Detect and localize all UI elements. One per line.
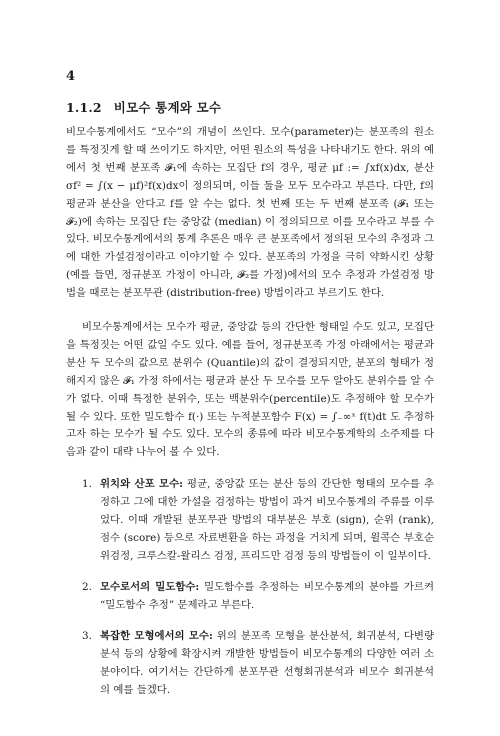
numbered-list — [82, 0, 434, 736]
paragraph-1: 비모수통계에서도 “모수”의 개념이 쓰인다. 모수(parameter)는 분포족의 원소를 특정짓게 할 때 쓰이기도 하지만, 어떤 원소의 특성을 나타내기도 한다. 위의 예에서 첫 번째 분포족 𝓕₁에 속하는 모집단 f의 경우, 평균 μf := ∫xf(x)dx, 분산 σf² = ∫(x − μf)²f(x)dx이 정의되며, 이들 둘을 모두 모수라고 부른다. 다만, f의 평균과 분산을 안다고 f를 알 수는 없다. 첫 번째 또는 두 번째 분포족 (𝓕₁ 또는 𝓕₂)에 속하는 모집단 f는 중앙값 (median) 이 정의되므로 이를 모수라고 부를 수 있다. 비모수통계에서의 통계 추론은 매우 큰 분포족에서 정의된 모수의 추정과 그에 대한 가설검정이라고 이야기할 수 있다. 분포족의 가정을 극히 약화시킨 상황 (예를 들면, 정규분포 가정이 아니라, 𝓕₂를 가정)에서의 모수 추정과 가설검정 방법을 때로는 분포무관 (distribution-free) 방법이라고 부르기도 한다. — [66, 126, 434, 300]
section-number: 1.1.2 — [66, 100, 102, 115]
list-item-marker: 1. — [82, 478, 92, 490]
list-item — [82, 476, 434, 566]
list-item-text: 밀도함수를 추정하는 비모수통계의 분야를 가르켜 “밀도함수 추정” 문제라고 부른다. — [100, 581, 434, 611]
list-item-term: 위치와 산포 모수: — [100, 478, 183, 490]
list-item-term: 복잡한 모형에서의 모수: — [100, 630, 213, 642]
list-item-text: 평균, 중앙값 또는 분산 등의 간단한 형태의 모수를 추정하고 그에 대한 가설을 검정하는 방법이 과거 비모수통계의 주류를 이루었다. 이때 개발된 분포무관 방법의 대부분은 부호 (sign), 순위 (rank), 점수 (score) 등으로 자료변환을 하는 과정을 거치게 되며, 윌콕슨 부호순위검정, 크루스칼-왈리스 검정, 프리드만 검정 등의 방법들이 이 일부이다. — [100, 478, 434, 562]
list-item — [82, 579, 434, 615]
list-item-term: 모수로서의 밀도함수: — [100, 581, 200, 593]
list-item-marker: 3. — [82, 630, 92, 642]
page-number: 4 — [66, 69, 76, 84]
list-item-text: 위의 분포족 모형을 분산분석, 회귀분석, 다변량분석 등의 상황에 확장시켜 개발한 방법들이 비모수통계의 다양한 여러 소분야이다. 여기서는 간단하게 분포무관 선형회귀분석과 비모수 회귀분석의 예를 들겠다. — [100, 630, 434, 696]
section-title: 비모수 통계와 모수 — [113, 100, 222, 115]
paragraph-2-text: 비모수통계에서는 모수가 평균, 중앙값 등의 간단한 형태일 수도 있고, 모집단을 특정짓는 어떤 값일 수도 있다. 예를 들어, 정규분포족 가정 아래에서는 평균과 분산 두 모수의 값으로 분위수 (Quantile)의 값이 결정되지만, 분포의 형태가 정해지지 않은 𝓕₁ 가정 하에서는 평균과 분산 두 모수를 모두 알아도 분위수를 알 수가 없다. 이때 특정한 분위수, 또는 백분위수(percentile)도 추정해야 할 모수가 될 수 있다. 또한 밀도함수 f(·) 또는 누적분포함수 F(x) = ∫₋∞ˣ f(t)dt 도 추정하고자 하는 모수가 될 수도 있다. 모수의 종류에 따라 비모수통계학의 소주제를 다음과 같이 대략 나누어 볼 수 있다. — [66, 321, 434, 459]
list-item-marker: 2. — [82, 581, 92, 593]
list-item — [82, 628, 434, 700]
